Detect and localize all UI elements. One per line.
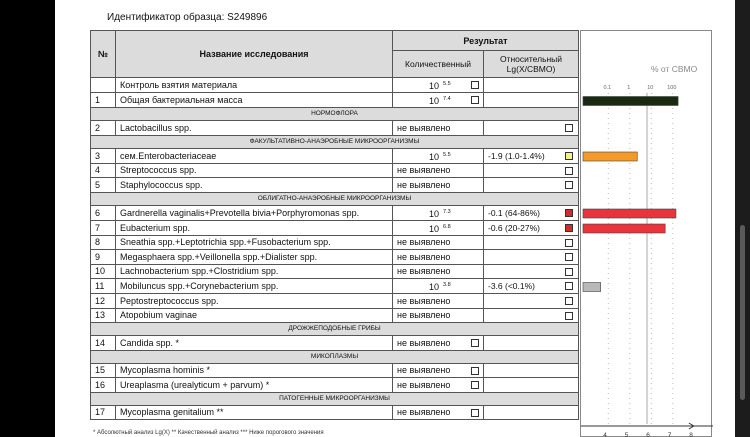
qty-text: не выявлено — [397, 310, 451, 321]
relative-result — [484, 235, 579, 250]
status-checkbox — [565, 312, 573, 320]
header-quantitative: Количественный — [393, 51, 484, 78]
qty-text: не выявлено — [397, 337, 451, 348]
bottom-tick-label: 7 — [667, 432, 672, 437]
bottom-tick-label: 6 — [646, 432, 650, 437]
relative-result — [484, 78, 579, 93]
row-number: 14 — [91, 336, 116, 351]
quantitative-result — [393, 220, 484, 235]
qty-base: 10 — [429, 81, 440, 91]
table-row — [91, 378, 579, 393]
quantitative-result — [393, 308, 484, 323]
row-number: 3 — [91, 148, 116, 163]
row-number: 7 — [91, 220, 116, 235]
test-name: Контроль взятия материала — [116, 78, 393, 93]
header-result: Результат — [393, 31, 579, 51]
table-row — [91, 163, 579, 178]
test-name: Atopobium vaginae — [116, 308, 393, 323]
chart-title: % от CBMO — [651, 64, 698, 74]
row-number: 6 — [91, 205, 116, 220]
qty-text: не выявлено — [397, 122, 451, 133]
table-row — [91, 363, 579, 378]
chart-bar — [583, 209, 676, 218]
header-name: Название исследования — [116, 31, 393, 78]
chart-bar — [583, 97, 678, 106]
section-title: НОРМОФЛОРА — [91, 108, 579, 121]
table-row — [91, 308, 579, 323]
row-number: 4 — [91, 163, 116, 178]
qty-exponent: 5.5 — [443, 81, 451, 87]
status-checkbox — [565, 268, 573, 276]
qty-text: не выявлено — [397, 179, 451, 190]
quantitative-result — [393, 378, 484, 393]
status-checkbox — [565, 297, 573, 305]
status-checkbox — [565, 181, 573, 189]
relative-result — [484, 220, 579, 235]
table-row — [91, 93, 579, 108]
status-checkbox — [471, 81, 479, 89]
row-number: 1 — [91, 93, 116, 108]
chart-bar — [583, 283, 601, 292]
test-name: Lachnobacterium spp.+Clostridium spp. — [116, 264, 393, 279]
report-page — [55, 0, 735, 437]
quantitative-result — [393, 336, 484, 351]
top-tick-label: 1 — [627, 85, 631, 91]
relative-result — [484, 93, 579, 108]
quantitative-result — [393, 235, 484, 250]
quantitative-result — [393, 294, 484, 309]
qty-exponent: 3.8 — [443, 282, 451, 288]
section-title: ФАКУЛЬТАТИВНО-АНАЭРОБНЫЕ МИКРООРГАНИЗМЫ — [91, 135, 579, 148]
relative-value: -3.6 (<0.1%) — [488, 281, 536, 291]
table-row — [91, 235, 579, 250]
qty-exponent: 5.5 — [443, 151, 451, 158]
table-row — [91, 78, 579, 93]
test-name: Candida spp. * — [116, 336, 393, 351]
relative-value: -1.9 (1.0-1.4%) — [488, 150, 545, 161]
status-checkbox — [471, 409, 479, 417]
qty-base: 10 — [429, 223, 440, 234]
table-row — [91, 294, 579, 309]
results-table — [90, 30, 579, 420]
qty-base: 10 — [429, 282, 440, 292]
table-row — [91, 279, 579, 294]
relative-result — [484, 294, 579, 309]
quantitative-result — [393, 93, 484, 108]
chart-bar — [583, 152, 637, 161]
qty-text: не выявлено — [397, 407, 451, 418]
quantitative-result — [393, 78, 484, 93]
qty-text: не выявлено — [397, 266, 451, 277]
relative-result — [484, 148, 579, 163]
section-title: МИКОПЛАЗМЫ — [91, 350, 579, 363]
relative-result — [484, 405, 579, 420]
quantitative-result — [393, 264, 484, 279]
section-title: ПАТОГЕННЫЕ МИКРООРГАНИЗМЫ — [91, 392, 579, 405]
quantitative-result — [393, 163, 484, 178]
qty-exponent: 7.3 — [443, 208, 451, 215]
status-checkbox — [565, 152, 573, 160]
section-header — [91, 192, 579, 205]
row-number: 9 — [91, 250, 116, 265]
qty-base: 10 — [429, 96, 440, 106]
section-header — [91, 108, 579, 121]
relative-result — [484, 279, 579, 294]
test-name: Megasphaera spp.+Veillonella spp.+Dialister spp. — [116, 250, 393, 265]
test-name: Mycoplasma genitalium ** — [116, 405, 393, 420]
relative-result — [484, 308, 579, 323]
quantitative-result — [393, 121, 484, 136]
relative-result — [484, 250, 579, 265]
qty-exponent: 7.4 — [443, 96, 451, 102]
table-row — [91, 264, 579, 279]
sample-identifier: Идентификатор образца: S249896 — [107, 12, 268, 23]
row-number: 5 — [91, 178, 116, 193]
row-number: 15 — [91, 363, 116, 378]
top-tick-label: 100 — [667, 85, 677, 91]
qty-text: не выявлено — [397, 237, 451, 248]
row-number: 16 — [91, 378, 116, 393]
quantitative-result — [393, 405, 484, 420]
quantitative-result — [393, 178, 484, 193]
row-number: 12 — [91, 294, 116, 309]
header-relative: Относительный Lg(X/CBMO) — [484, 51, 579, 78]
chart-bar — [583, 224, 665, 233]
quantitative-result — [393, 205, 484, 220]
test-name: Gardnerella vaginalis+Prevotella bivia+Porphyromonas spp. — [116, 205, 393, 220]
qty-text: не выявлено — [397, 379, 451, 390]
test-name: Общая бактериальная масса — [116, 93, 393, 108]
table-row — [91, 178, 579, 193]
row-number: 10 — [91, 264, 116, 279]
section-header — [91, 350, 579, 363]
relative-result — [484, 264, 579, 279]
qty-text: не выявлено — [397, 251, 451, 262]
status-checkbox — [565, 253, 573, 261]
quantitative-result — [393, 148, 484, 163]
qty-text: не выявлено — [397, 165, 451, 176]
section-title: ДРОЖЖЕПОДОБНЫЕ ГРИБЫ — [91, 323, 579, 336]
bottom-tick-label: 5 — [624, 432, 629, 437]
qty-text: не выявлено — [397, 295, 451, 306]
status-checkbox — [565, 167, 573, 175]
test-name: Sneathia spp.+Leptotrichia spp.+Fusobacterium spp. — [116, 235, 393, 250]
footnote: * Абсолютный анализ Lg(X) ** Качественный анализ *** Ниже порогового значения — [93, 430, 324, 436]
header-num: № — [91, 31, 116, 78]
table-row — [91, 405, 579, 420]
relative-result — [484, 378, 579, 393]
section-header — [91, 135, 579, 148]
row-number: 2 — [91, 121, 116, 136]
status-checkbox — [471, 367, 479, 375]
table-row — [91, 205, 579, 220]
quantitative-result — [393, 363, 484, 378]
qty-text: не выявлено — [397, 365, 451, 376]
top-tick-label: 10 — [647, 85, 654, 91]
status-checkbox — [471, 339, 479, 347]
relative-result — [484, 163, 579, 178]
relative-result — [484, 121, 579, 136]
table-row — [91, 250, 579, 265]
relative-result — [484, 178, 579, 193]
status-checkbox — [565, 209, 573, 217]
status-checkbox — [565, 124, 573, 132]
table-row — [91, 336, 579, 351]
bottom-tick-label: 8 — [689, 432, 693, 437]
relative-value: -0.1 (64-86%) — [488, 207, 540, 218]
qty-base: 10 — [429, 208, 440, 219]
status-checkbox — [471, 96, 479, 104]
table-row — [91, 220, 579, 235]
test-name: Staphylococcus spp. — [116, 178, 393, 193]
section-title: ОБЛИГАТНО-АНАЭРОБНЫЕ МИКРООРГАНИЗМЫ — [91, 192, 579, 205]
test-name: Eubacterium spp. — [116, 220, 393, 235]
row-number — [91, 78, 116, 93]
table-row — [91, 148, 579, 163]
row-number: 11 — [91, 279, 116, 294]
relative-result — [484, 336, 579, 351]
qty-base: 10 — [429, 151, 440, 162]
quantitative-result — [393, 250, 484, 265]
test-name: сем.Enterobacteriaceae — [116, 148, 393, 163]
abundance-chart — [580, 30, 712, 437]
table-row — [91, 121, 579, 136]
qty-exponent: 6.8 — [443, 223, 451, 230]
section-header — [91, 323, 579, 336]
relative-result — [484, 363, 579, 378]
quantitative-result — [393, 279, 484, 294]
viewer-scrollbar-thumb[interactable] — [740, 225, 745, 400]
row-number: 8 — [91, 235, 116, 250]
status-checkbox — [565, 282, 573, 290]
relative-result — [484, 205, 579, 220]
chart-canvas — [581, 31, 713, 437]
test-name: Lactobacillus spp. — [116, 121, 393, 136]
relative-value: -0.6 (20-27%) — [488, 222, 540, 233]
top-tick-label: 0.1 — [603, 85, 612, 91]
section-header — [91, 392, 579, 405]
test-name: Ureaplasma (urealyticum + parvum) * — [116, 378, 393, 393]
test-name: Mobiluncus spp.+Corynebacterium spp. — [116, 279, 393, 294]
row-number: 17 — [91, 405, 116, 420]
test-name: Peptostreptococcus spp. — [116, 294, 393, 309]
bottom-tick-label: 4 — [603, 432, 607, 437]
status-checkbox — [565, 239, 573, 247]
test-name: Mycoplasma hominis * — [116, 363, 393, 378]
status-checkbox — [471, 381, 479, 389]
status-checkbox — [565, 224, 573, 232]
row-number: 13 — [91, 308, 116, 323]
test-name: Streptococcus spp. — [116, 163, 393, 178]
